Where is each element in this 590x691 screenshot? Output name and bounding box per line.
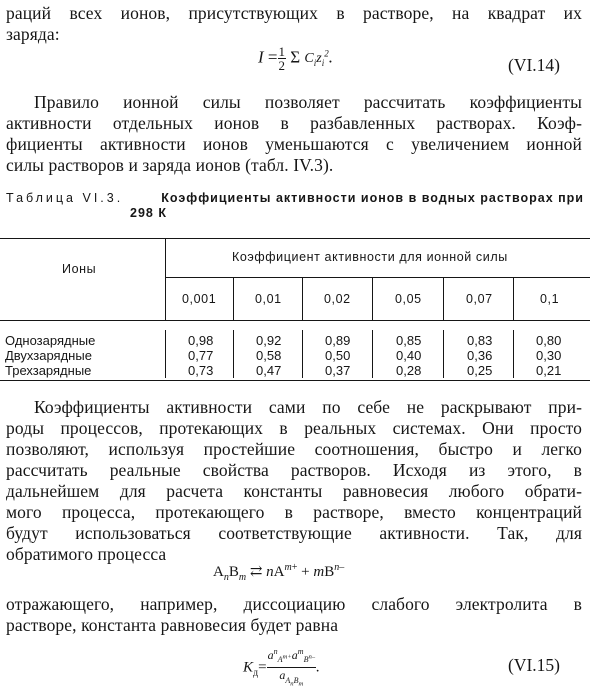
ionic-strength-header: 0,01 — [255, 292, 282, 306]
text-line: дальнейшем для расчета константы равновесия любого обрати- — [6, 481, 582, 501]
table-divider — [302, 278, 303, 320]
equation-number: (VI.14) — [508, 55, 560, 75]
ionic-strength-header: 0,1 — [540, 292, 560, 306]
text-line: растворе, константа равновесия будет равна — [6, 615, 339, 635]
table-cell: 0,85 — [396, 333, 422, 348]
table-bottom-rule — [0, 380, 590, 381]
equation-lhs: I — [258, 47, 264, 67]
table-cell: 0,83 — [467, 333, 493, 348]
table-cell: 0,58 — [256, 348, 282, 363]
table-divider — [372, 278, 373, 320]
ionic-strength-header: 0,02 — [324, 292, 351, 306]
text-line: роды процессов, протекающих в реальных системах. Они просто — [6, 418, 582, 438]
table-divider — [443, 278, 444, 320]
column-header-ions: Ионы — [62, 262, 97, 276]
table-divider — [302, 330, 303, 378]
dissociation-reaction: $A_nB_m$ ⇄ $nA^{m+} + mB^{n-}$ — [213, 562, 345, 583]
table-divider — [443, 330, 444, 378]
equation-vi-14: I = $\frac{1}{2}$ Σ $C_iz_i^2$. — [258, 44, 333, 73]
text-line: позволяют, используя простейшие соотношения, быстро и легко — [6, 439, 582, 459]
text-line: силы растворов и заряда ионов (табл. IV.3). — [6, 155, 334, 175]
table-label: Таблица VI.3. — [6, 191, 124, 205]
text-line: рассчитать реальные свойства растворов. Исходя из этого, в — [6, 460, 582, 480]
row-label: Однозарядные — [5, 333, 96, 348]
text-line: мого процесса, протекающего в растворе, вместо концентраций — [6, 502, 582, 522]
text-line: обратимого процесса — [6, 544, 167, 564]
text-line: будут использоваться соответствующие активности. Так, для — [6, 523, 582, 543]
table-title-line2: 298 К — [130, 206, 167, 220]
table-divider — [233, 278, 234, 320]
ionic-strength-header: 0,001 — [182, 292, 217, 306]
equation-lhs: K — [243, 659, 254, 676]
ionic-strength-paragraph — [6, 92, 582, 176]
table-cell: 0,77 — [188, 348, 214, 363]
table-cell: 0,36 — [467, 348, 493, 363]
table-cell: 0,21 — [536, 363, 562, 378]
table-cell: 0,89 — [325, 333, 351, 348]
row-label: Двухзарядные — [5, 348, 92, 363]
table-cell: 0,37 — [325, 363, 351, 378]
text-line: раций всех ионов, присутствующих в растворе, на квадрат их — [6, 3, 582, 23]
table-divider — [233, 330, 234, 378]
column-group-header: Коэффициент активности для ионной силы — [232, 250, 508, 264]
table-cell: 0,50 — [325, 348, 351, 363]
table-header-rule — [0, 320, 590, 321]
table-cell: 0,47 — [256, 363, 282, 378]
table-cell: 0,98 — [188, 333, 214, 348]
table-divider — [513, 330, 514, 378]
text-line: Правило ионной силы позволяет рассчитать коэффициенты — [34, 92, 582, 112]
text-line: активности отдельных ионов в разбавленных растворах. Коэф- — [6, 113, 582, 133]
table-cell: 0,80 — [536, 333, 562, 348]
equilibrium-paragraph — [6, 594, 582, 636]
text-line: Коэффициенты активности сами по себе не раскрывают при- — [34, 397, 582, 417]
ionic-strength-header: 0,05 — [395, 292, 422, 306]
equation-number: (VI.15) — [508, 655, 560, 675]
ionic-strength-header: 0,07 — [466, 292, 493, 306]
table-cell: 0,40 — [396, 348, 422, 363]
activity-paragraph — [6, 397, 582, 565]
table-cell: 0,30 — [536, 348, 562, 363]
intro-paragraph — [6, 3, 582, 45]
table-cell: 0,28 — [396, 363, 422, 378]
table-cell: 0,25 — [467, 363, 493, 378]
text-line: отражающего, например, диссоциацию слабого электролита в — [6, 594, 582, 614]
row-label: Трехзарядные — [5, 363, 92, 378]
table-cell: 0,92 — [256, 333, 282, 348]
equation-vi-15: $K_д=$ $\frac{a^n_{A^{m+}}a^m_{B^{n-}}}{a_{A_nB_m}}$ . — [243, 647, 320, 688]
table-top-rule — [0, 238, 590, 239]
table-divider — [372, 330, 373, 378]
table-cell: 0,73 — [188, 363, 214, 378]
table-divider — [165, 330, 166, 378]
table-title: Коэффициенты активности ионов в водных растворах при — [161, 191, 584, 205]
text-line: заряда: — [6, 24, 60, 44]
table-divider — [513, 278, 514, 320]
table-divider — [165, 239, 166, 321]
table-divider — [165, 277, 590, 278]
table-caption — [6, 191, 584, 221]
text-line: фициенты активности ионов уменьшаются с увеличением ионной — [6, 134, 582, 154]
